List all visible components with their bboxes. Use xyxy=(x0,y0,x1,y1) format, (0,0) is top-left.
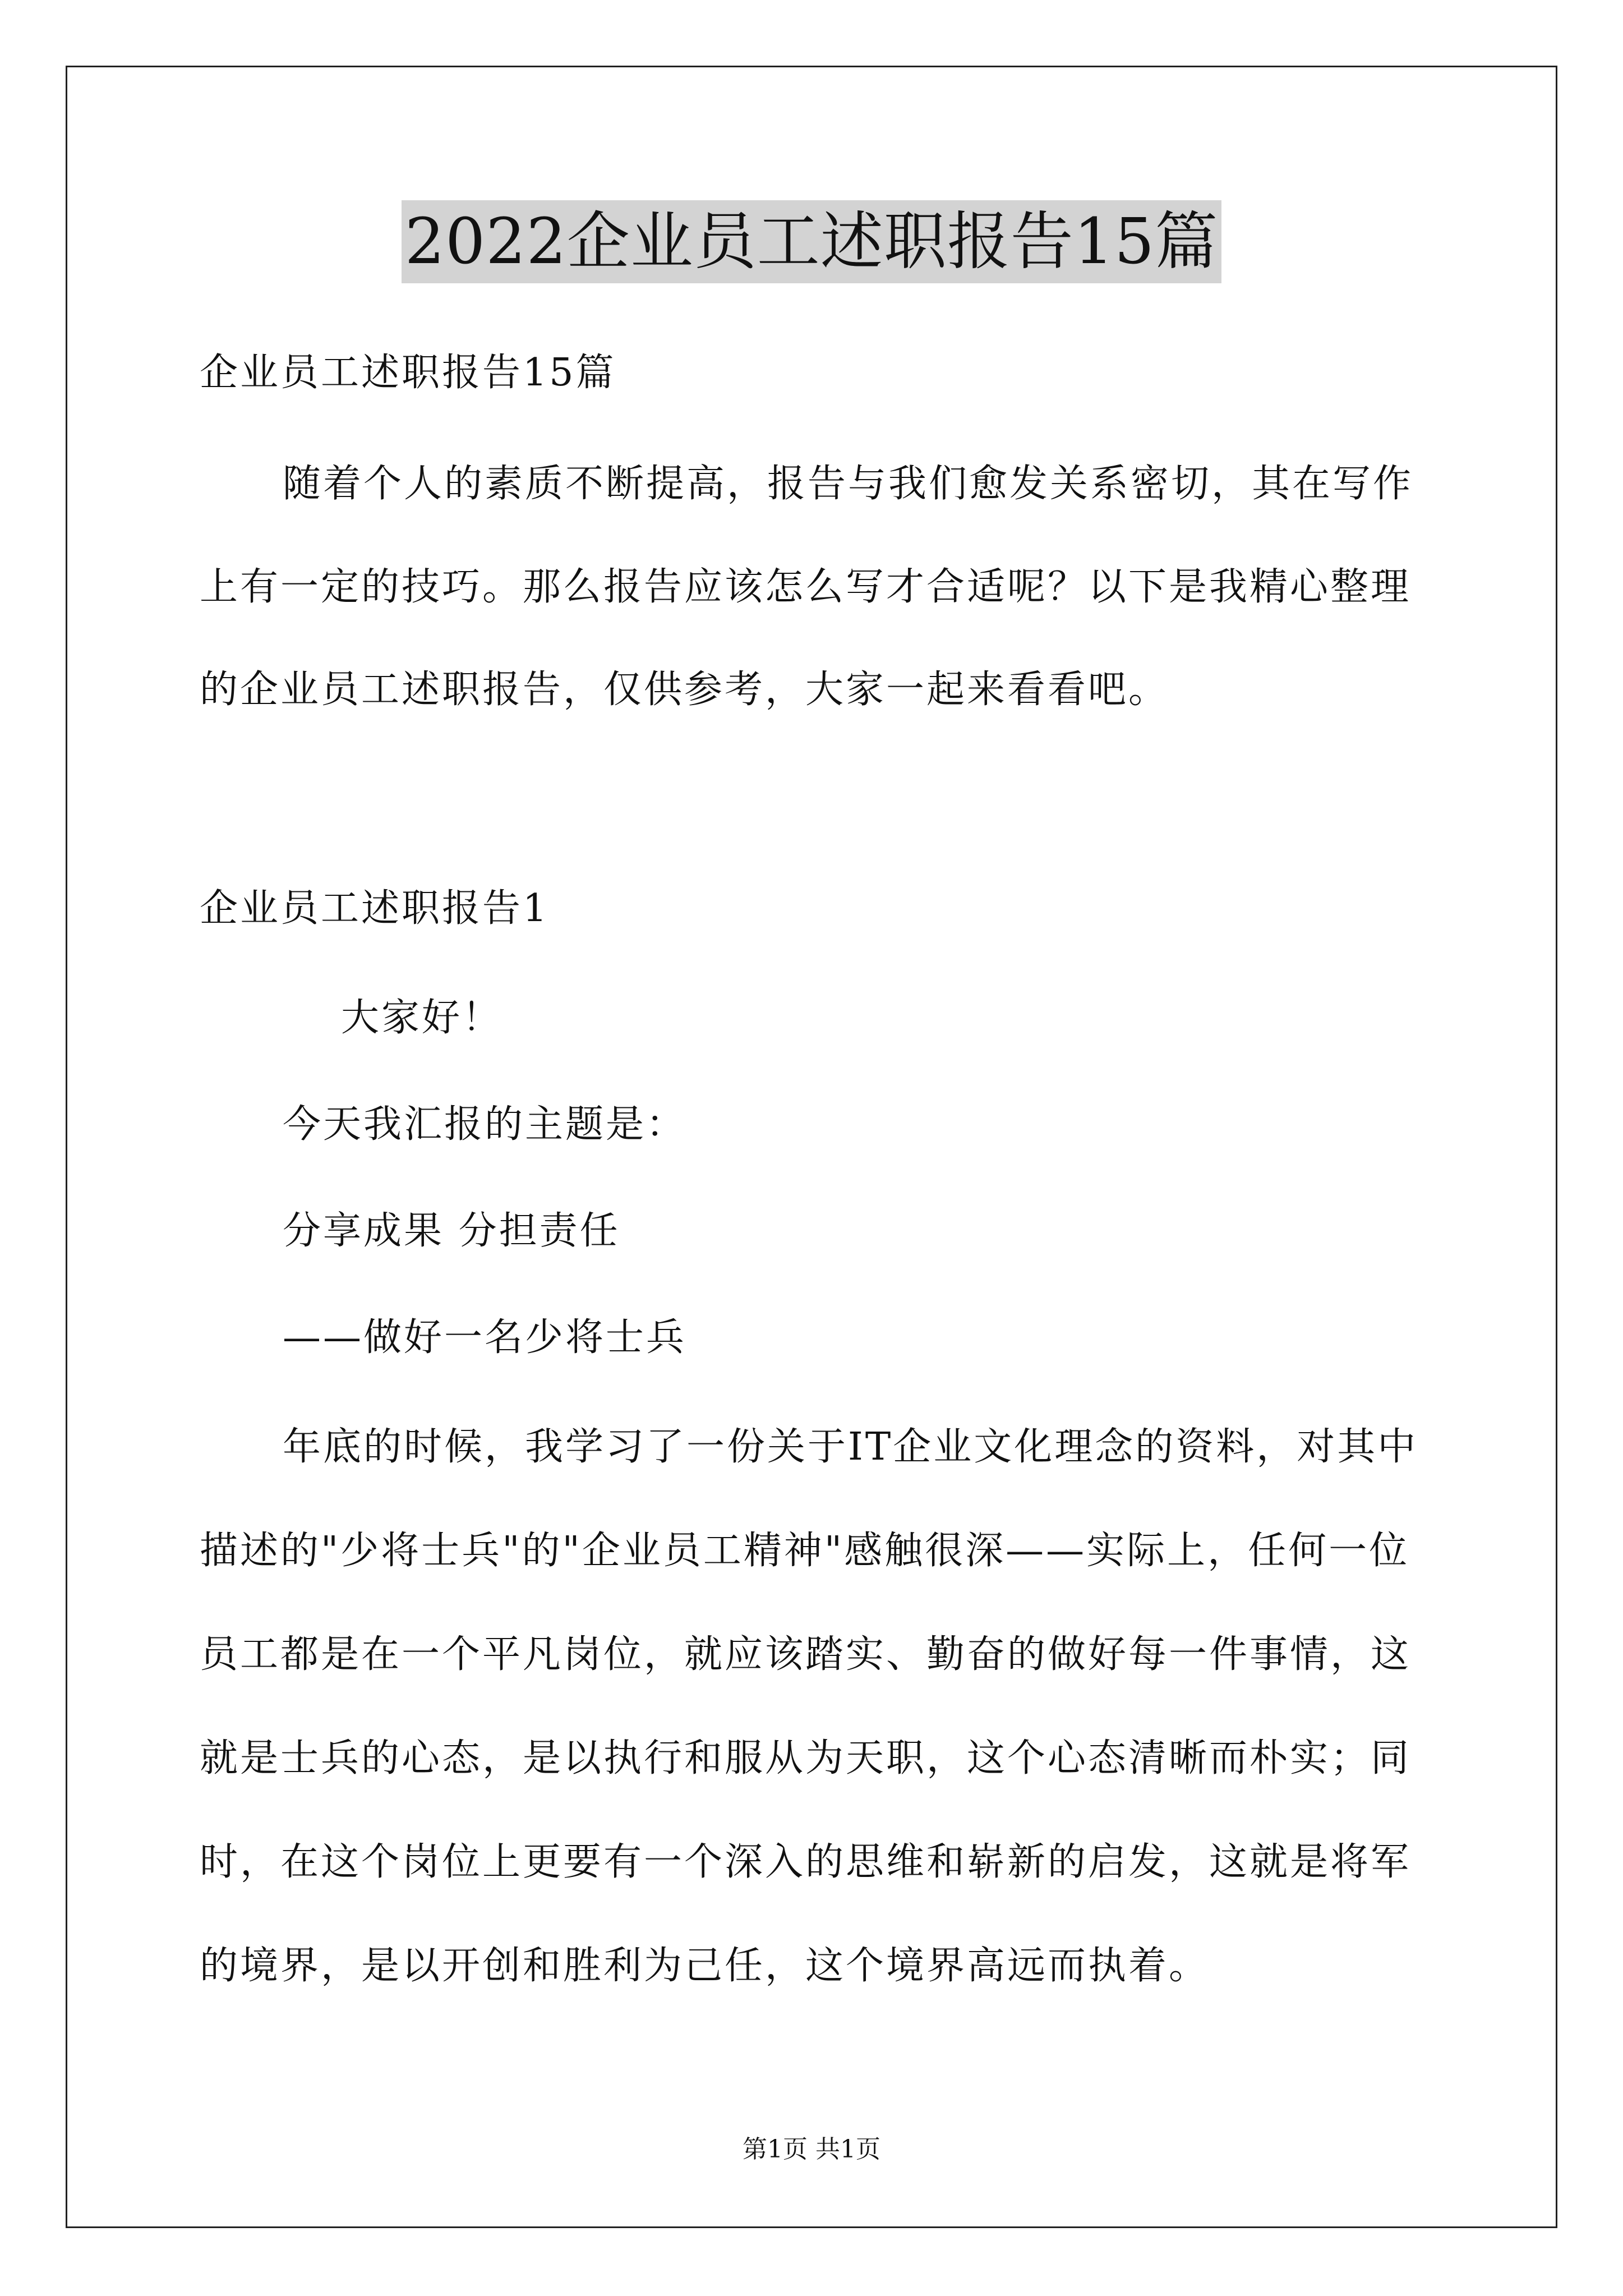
title-container xyxy=(0,200,1623,283)
body-line-4: 就是士兵的心态，是以执行和服从为天职，这个心态清晰而朴实；同 xyxy=(200,1736,1412,1780)
subtitle: 企业员工述职报告15篇 xyxy=(200,351,616,395)
page-footer: 第1页 共1页 xyxy=(743,2135,880,2164)
greeting: 大家好！ xyxy=(341,996,503,1040)
body-line-3: 员工都是在一个平凡岗位，就应该踏实、勤奋的做好每一件事情，这 xyxy=(200,1632,1412,1677)
topic-main: 分享成果 分担责任 xyxy=(283,1209,620,1253)
intro-line-1: 随着个人的素质不断提高，报告与我们愈发关系密切，其在写作 xyxy=(283,462,1414,506)
body-line-6: 的境界，是以开创和胜利为己任，这个境界高远而执着。 xyxy=(200,1944,1210,1988)
document-title: 2022企业员工述职报告15篇 xyxy=(402,200,1222,283)
topic-sub: ——做好一名少将士兵 xyxy=(283,1315,687,1360)
section-heading: 企业员工述职报告1 xyxy=(200,886,550,931)
intro-line-3: 的企业员工述职报告，仅供参考，大家一起来看看吧。 xyxy=(200,668,1169,712)
body-line-5: 时，在这个岗位上更要有一个深入的思维和崭新的启发，这就是将军 xyxy=(200,1840,1412,1884)
intro-line-2: 上有一定的技巧。那么报告应该怎么写才合适呢？以下是我精心整理 xyxy=(200,565,1412,609)
body-line-2: 描述的"少将士兵"的"企业员工精神"感触很深——实际上，任何一位 xyxy=(200,1529,1410,1573)
topic-intro: 今天我汇报的主题是： xyxy=(283,1102,687,1147)
body-line-1: 年底的时候，我学习了一份关于IT企业文化理念的资料，对其中 xyxy=(283,1425,1418,1469)
